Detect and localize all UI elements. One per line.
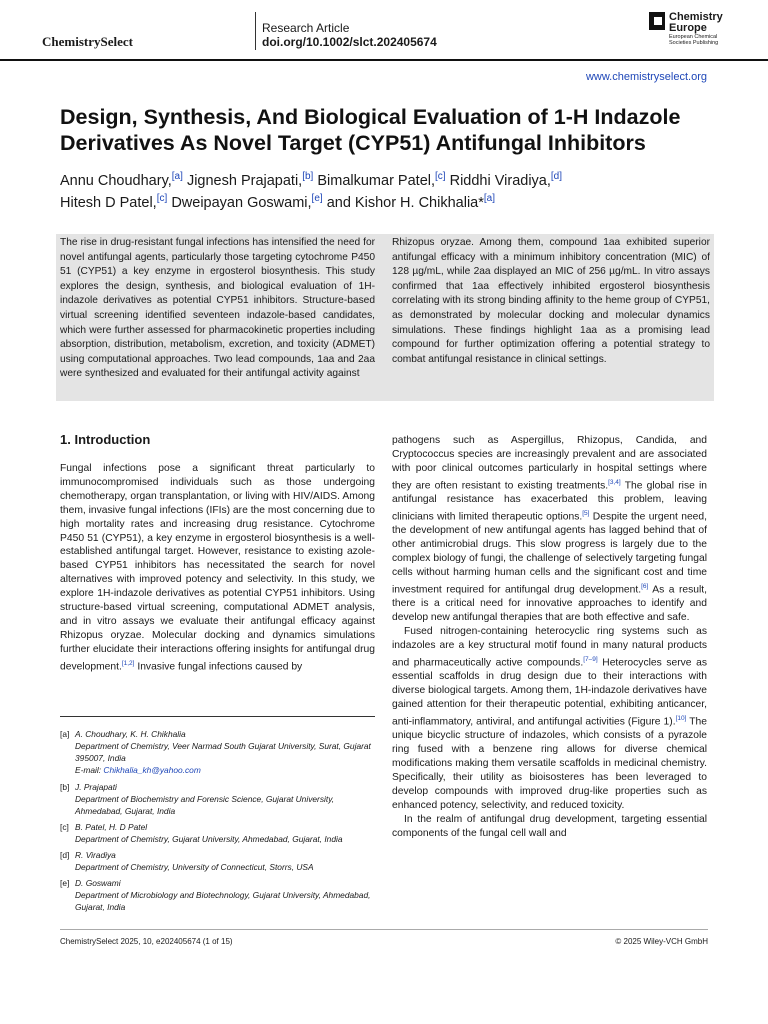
body-text: Fused nitrogen-containing heterocyclic ring systems such as indazoles are a key structural motif found in many natural products and pharmaceutically active compounds.: [392, 626, 707, 669]
author: Bimalkumar Patel,: [317, 172, 436, 189]
header-rule: [0, 59, 768, 61]
doi-link[interactable]: doi.org/10.1002/slct.202405674: [262, 35, 437, 49]
logo-mark-icon: [649, 12, 665, 30]
body-text: Invasive fungal infections caused by: [134, 661, 303, 673]
body-text: In the realm of antifungal drug development, targeting essential components of the fungal cell wall and: [392, 813, 707, 839]
affiliation-ref: [b]: [302, 171, 314, 182]
citation: [7–9]: [583, 655, 598, 663]
section-heading: 1. Introduction: [60, 432, 151, 447]
citation: [1,2]: [121, 659, 135, 667]
body-text: Fungal infections pose a significant threat particularly to immunocompromised individuals such as those undergoing chemotherapy, organ transplantation, or living with HIV/AIDS. Among them, invasive fungal infections (IFIs) are the most concerning due to high mortality rates and increasing drug resistance. Cytochrome P450 51 (CYP51), a key enzyme in ergosterol biosynthesis is a well-established antifungal target. However, resistance to existing azole-based CYP51 inhibitors has necessitated the search for novel alternatives with improved potency and selectivity. In this study, we explore 1H-indazole derivatives as potential CYP51 inhibitors. Using structure-based virtual screening, computational ADMET analysis, and in vitro assays we evaluate their antifungal efficacy against Rhizopus oryzae. Molecular docking and dynamics simulations further elucidate their interactions offering insights for antifungal drug development.: [60, 463, 375, 673]
footnote-rule: [60, 716, 375, 717]
journal-name: ChemistrySelect: [42, 34, 133, 49]
article-type: Research Article: [262, 21, 350, 35]
abstract-right-column: Rhizopus oryzae. Among them, compound 1aa exhibited superior antifungal efficacy with a minimum inhibitory concentration (MIC) of 128 µg/mL, while 2aa displayed an MIC of 256 µg/mL. In vitro assays confirmed that 1aa effectively inhibited ergosterol biosynthesis correlating with its strong binding affinity to the heme group of CYP51, as demonstrated by molecular docking and molecular dynamics simulations. These findings highlight 1aa as a promising lead compound for further optimization offering a potential strategy to combat antifungal resistance in clinical settings.: [392, 237, 710, 365]
citation: [6]: [641, 582, 649, 590]
affiliation-ref: [e]: [311, 192, 323, 204]
article-title: Design, Synthesis, And Biological Evaluation of 1-H Indazole Derivatives As Novel Target (CYP51) Antifungal Inhibitors: [60, 105, 681, 155]
affiliation-ref: [d]: [550, 171, 563, 182]
affiliation-ref: [c]: [435, 171, 446, 182]
affiliation-ref: [c]: [156, 192, 168, 204]
author: Annu Choudhary,: [60, 172, 172, 189]
publisher-logo: [649, 12, 729, 52]
body-text: Despite the urgent need, the development of new antifungal agents has lagged behind that of other antimicrobial drugs. This slow progress is largely due to the complex biology of fungi, the challenge of selectively targeting fungal cells without harming human cells and the significant cost and time investment required for antifungal drug development.: [392, 511, 708, 596]
footer-citation: ChemistrySelect 2025, 10, e202405674 (1 of 15): [60, 937, 233, 946]
abstract-left-column: The rise in drug-resistant fungal infections has intensified the need for novel antifungal agents, particularly those targeting cytochrome P450 51 (CYP51) a key enzyme in ergosterol biosynthesis. This study explores the design, synthesis, and biological evaluation of 1H-indazole derivatives as potential CYP51 inhibitors. Structure-based virtual screening identified seventeen indazole-based candidates, which were further assessed for pharmacokinetic properties including absorption, distribution, metabolism, excretion, and toxicity (ADMET) using computational approaches. Two lead compounds, 1aa and 2aa were synthesized and evaluated for their antifungal activity against: [60, 237, 375, 380]
author: Jignesh Prajapati,: [186, 172, 303, 189]
citation: [5]: [582, 509, 590, 517]
body-text: The unique bicyclic structure of indazoles, which consists of a pyrazole ring fused with a benzene ring allows for diverse chemical modifications making them versatile scaffolds in medicinal chemistry. Specifically, their utility as bioisosteres has been leveraged to develop compounds with improved drug-like properties such as enhanced potency, selectivity, and reduced toxicity.: [392, 716, 707, 811]
logo-text: Chemistry Europe: [669, 11, 723, 34]
footer-rule: [60, 929, 708, 930]
journal-website-link[interactable]: www.chemistryselect.org: [585, 71, 707, 83]
body-text: The global rise in antifungal resistance has exacerbated this problem, leaving clinicians with limited therapeutic options.: [392, 480, 707, 523]
citation: [10]: [675, 714, 687, 722]
author: Riddhi Viradiya,: [449, 172, 551, 189]
body-text: As a result, there is a critical need for innovative approaches to identify and develop new antifungal therapies that are both effective and safe.: [392, 584, 707, 624]
author: Dweipayan Goswami,: [171, 194, 312, 211]
author-list: [60, 168, 720, 212]
affiliation-ref: [a]: [483, 192, 495, 204]
footer-copyright: © 2025 Wiley-VCH GmbH: [615, 937, 708, 946]
affiliation-ref: [a]: [171, 171, 183, 182]
citation: [3,4]: [608, 478, 621, 486]
header-divider: [255, 12, 256, 50]
author: and Kishor H. Chikhalia*: [326, 194, 484, 211]
abstract-box: [56, 234, 714, 401]
email-link[interactable]: Chikhalia_kh@yahoo.com: [103, 765, 201, 775]
body-left-column: [60, 462, 375, 674]
body-text: pathogens such as Aspergillus, Rhizopus, Candida, and Cryptococcus species are increasingly prevalent and are associated with poor clinical outcomes particularly in hospital settings where they are often resistant to existing treatments.: [392, 435, 707, 492]
body-text: Heterocycles serve as essential scaffolds in drug design due to their interactions with diverse biological targets. Among them, 1H-indazole derivatives have gained attention for their therapeutic potential, exhibiting anticancer, anti-inflammatory, antiviral, and antifungal activities (Figure 1).: [392, 657, 707, 728]
author: Hitesh D Patel,: [60, 194, 157, 211]
logo-subtext: European Chemical Societies Publishing: [669, 34, 719, 46]
body-right-column: [392, 434, 707, 840]
